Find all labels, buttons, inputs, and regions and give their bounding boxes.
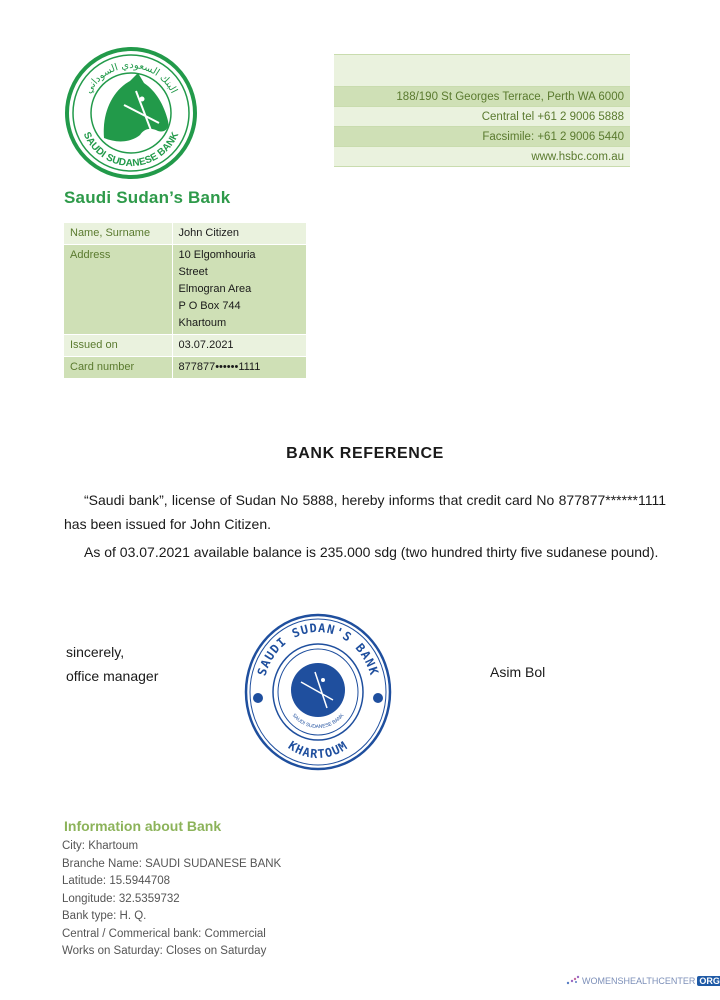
row-label: Card number bbox=[64, 357, 172, 379]
customer-info-table bbox=[64, 222, 306, 379]
bank-info-latitude: Latitude: 15.5944708 bbox=[62, 875, 171, 887]
row-value: 03.07.2021 bbox=[172, 335, 306, 357]
row-label: Issued on bbox=[64, 335, 172, 357]
svg-text:SAUDI SUDANESE BANK: SAUDI SUDANESE BANK bbox=[290, 712, 346, 731]
closing-text: sincerely, bbox=[66, 644, 125, 660]
address-value bbox=[172, 245, 306, 335]
address-line: P O Box 744 bbox=[178, 300, 241, 312]
watermark-badge: ORG bbox=[699, 976, 720, 986]
svg-text:SAUDI SUDANESE BANK: SAUDI SUDANESE BANK bbox=[80, 130, 182, 170]
contact-block bbox=[334, 54, 630, 167]
bank-info-saturday: Works on Saturday: Closes on Saturday bbox=[62, 945, 267, 957]
bank-stamp bbox=[243, 612, 393, 772]
contact-fax: Facsimile: +61 2 9006 5440 bbox=[334, 127, 630, 147]
svg-text:SAUDI SUDAN'S BANK: SAUDI SUDAN'S BANK bbox=[254, 620, 382, 678]
bank-logo bbox=[64, 43, 198, 183]
contact-blank-row bbox=[334, 55, 630, 87]
row-label: Name, Surname bbox=[64, 223, 172, 245]
row-value: John Citizen bbox=[172, 223, 306, 245]
contact-address: 188/190 St Georges Terrace, Perth WA 6000 bbox=[334, 87, 630, 107]
watermark-text: WOMENSHEALTHCENTER bbox=[582, 976, 696, 986]
letter-paragraph-2: As of 03.07.2021 available balance is 235.000 sdg (two hundred thirty five sudanese pound). bbox=[84, 544, 659, 560]
bank-info-list bbox=[62, 838, 281, 961]
row-value: 877877••••••1111 bbox=[172, 357, 306, 379]
address-line: Elmogran Area bbox=[178, 283, 252, 295]
bank-info-city: City: Khartoum bbox=[62, 840, 139, 852]
bank-info-branch: Branche Name: SAUDI SUDANESE BANK bbox=[62, 857, 282, 870]
signer-position: office manager bbox=[66, 668, 159, 684]
signature-block bbox=[66, 640, 158, 688]
svg-text:البنك السعودي السوداني: البنك السعودي السوداني bbox=[83, 59, 179, 96]
table-row bbox=[64, 223, 306, 245]
signer-name: Asim Bol bbox=[490, 664, 546, 680]
address-line: Khartoum bbox=[178, 317, 227, 329]
bank-info-longitude: Longitude: 32.5359732 bbox=[62, 892, 180, 905]
address-line: 10 Elgomhouria bbox=[178, 249, 256, 261]
contact-tel: Central tel +61 2 9006 5888 bbox=[334, 107, 630, 127]
table-row bbox=[64, 245, 306, 335]
address-line: Street bbox=[178, 266, 208, 278]
table-row bbox=[64, 335, 306, 357]
contact-website: www.hsbc.com.au bbox=[334, 147, 630, 167]
dots-icon bbox=[566, 975, 580, 987]
bank-info-type: Bank type: H. Q. bbox=[62, 910, 147, 922]
bank-info-title: Information about Bank bbox=[64, 818, 222, 834]
table-row bbox=[64, 357, 306, 379]
letter-paragraph-1: “Saudi bank”, license of Sudan No 5888, hereby informs that credit card No 877877******1111 has been issued for John Citizen. bbox=[64, 492, 666, 532]
svg-text:KHARTOUM: KHARTOUM bbox=[285, 738, 351, 762]
watermark bbox=[566, 975, 720, 987]
bank-name: Saudi Sudan’s Bank bbox=[64, 188, 231, 207]
bank-info-category: Central / Commerical bank: Commercial bbox=[62, 927, 266, 940]
row-label: Address bbox=[64, 245, 172, 335]
document-title: BANK REFERENCE bbox=[286, 445, 444, 462]
